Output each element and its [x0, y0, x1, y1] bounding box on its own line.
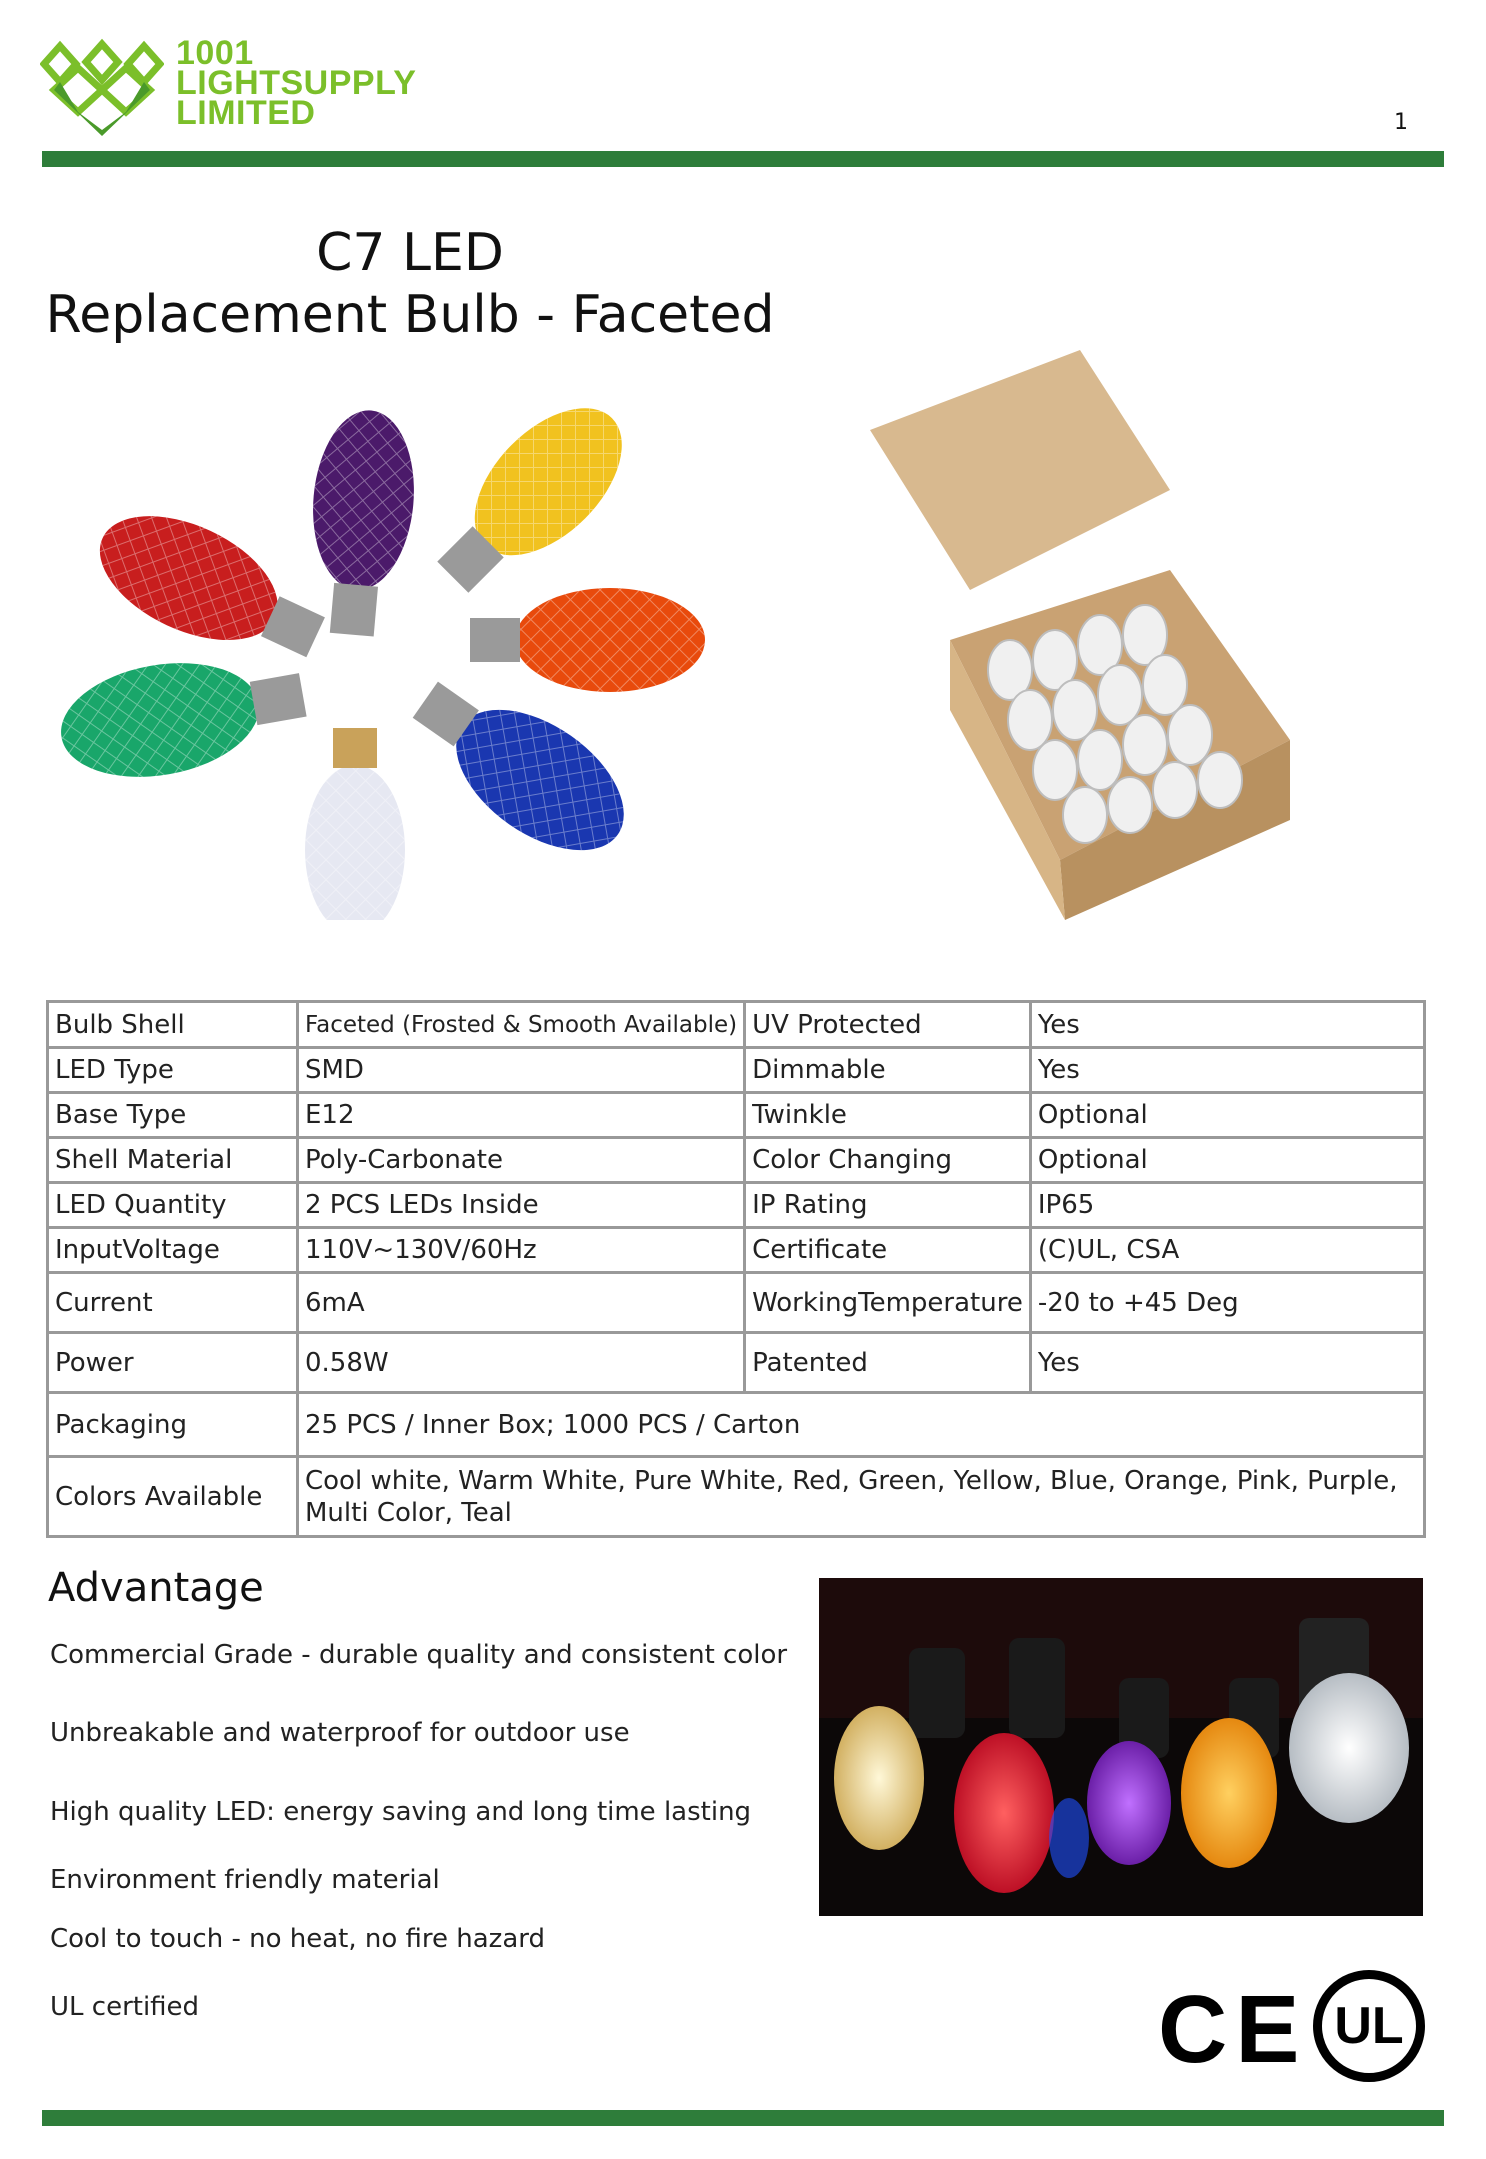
advantage-item: Cool to touch - no heat, no fire hazard	[50, 1924, 546, 1954]
logo-line: LIGHTSUPPLY	[176, 64, 417, 102]
advantage-item: High quality LED: energy saving and long time lasting	[50, 1797, 752, 1827]
ce-mark-icon	[1158, 1976, 1308, 2083]
spec-label: Color Changing	[745, 1138, 1031, 1183]
advantage-item: UL certified	[50, 1992, 200, 2022]
bulb-red	[81, 491, 338, 685]
spec-value: Optional	[1030, 1093, 1424, 1138]
page-number: 1	[1394, 110, 1408, 135]
advantage-item: Unbreakable and waterproof for outdoor use	[50, 1718, 630, 1748]
table-row	[48, 1002, 1425, 1048]
spec-label: Certificate	[745, 1228, 1031, 1273]
spec-label: LED Quantity	[48, 1183, 298, 1228]
title-line-1: C7 LED	[316, 223, 504, 283]
spec-label: Colors Available	[48, 1457, 298, 1537]
spec-label: Twinkle	[745, 1093, 1031, 1138]
table-row	[48, 1048, 1425, 1093]
spec-value: Yes	[1030, 1333, 1424, 1393]
spec-label: UV Protected	[745, 1002, 1031, 1048]
spec-value: 0.58W	[298, 1333, 745, 1393]
spec-label: Packaging	[48, 1393, 298, 1457]
table-row	[48, 1393, 1425, 1457]
spec-value: Cool white, Warm White, Pure White, Red, Green, Yellow, Blue, Orange, Pink, Purple, Multi Color, Teal	[298, 1457, 1425, 1537]
spec-label: Base Type	[48, 1093, 298, 1138]
page-title	[40, 222, 780, 346]
advantage-heading: Advantage	[48, 1565, 264, 1611]
bulb-white	[305, 728, 405, 920]
bulb-yellow	[416, 400, 649, 614]
title-line-2: Replacement Bulb - Faceted	[45, 285, 775, 345]
table-row	[48, 1228, 1425, 1273]
spec-value: Poly-Carbonate	[298, 1138, 745, 1183]
spec-label: Bulb Shell	[48, 1002, 298, 1048]
footer-divider	[42, 2110, 1444, 2126]
spec-label: InputVoltage	[48, 1228, 298, 1273]
spec-value: Faceted (Frosted & Smooth Available)	[298, 1002, 745, 1048]
logo-line: 1001	[176, 34, 254, 72]
spec-label: Power	[48, 1333, 298, 1393]
spec-label: Dimmable	[745, 1048, 1031, 1093]
packaging-box-image	[850, 340, 1330, 940]
spec-label: WorkingTemperature	[745, 1273, 1031, 1333]
advantage-item: Commercial Grade - durable quality and consistent color	[50, 1640, 788, 1670]
header-divider	[42, 151, 1444, 167]
spec-label: IP Rating	[745, 1183, 1031, 1228]
bulb-green	[52, 641, 312, 792]
spec-value: 6mA	[298, 1273, 745, 1333]
ce-mark-text: CE	[1158, 1976, 1308, 2083]
spec-value: -20 to +45 Deg	[1030, 1273, 1424, 1333]
bulb-orange	[470, 588, 705, 692]
spec-label: Shell Material	[48, 1138, 298, 1183]
advantage-item: Environment friendly material	[50, 1865, 440, 1895]
ul-mark-text: UL	[1334, 1997, 1404, 2055]
table-row	[48, 1093, 1425, 1138]
company-logo-text	[176, 34, 417, 132]
table-row	[48, 1138, 1425, 1183]
table-row	[48, 1457, 1425, 1537]
spec-value: (C)UL, CSA	[1030, 1228, 1424, 1273]
lit-bulbs-photo	[819, 1578, 1423, 1916]
spec-label: Patented	[745, 1333, 1031, 1393]
spec-label: LED Type	[48, 1048, 298, 1093]
spec-value: Optional	[1030, 1138, 1424, 1183]
table-row	[48, 1273, 1425, 1333]
spec-value: IP65	[1030, 1183, 1424, 1228]
logo-line: LIMITED	[176, 94, 316, 132]
spec-table	[46, 1000, 1426, 1538]
bulb-purple	[302, 406, 421, 639]
table-row	[48, 1183, 1425, 1228]
colored-bulbs-image	[50, 400, 740, 920]
table-row	[48, 1333, 1425, 1393]
spec-value: Yes	[1030, 1048, 1424, 1093]
ul-mark-icon	[1313, 1970, 1425, 2082]
spec-label: Current	[48, 1273, 298, 1333]
spec-value: 110V~130V/60Hz	[298, 1228, 745, 1273]
spec-value: SMD	[298, 1048, 745, 1093]
spec-value: 25 PCS / Inner Box; 1000 PCS / Carton	[298, 1393, 1425, 1457]
company-logo-icon	[40, 38, 164, 136]
spec-value: Yes	[1030, 1002, 1424, 1048]
spec-value: E12	[298, 1093, 745, 1138]
spec-value: 2 PCS LEDs Inside	[298, 1183, 745, 1228]
